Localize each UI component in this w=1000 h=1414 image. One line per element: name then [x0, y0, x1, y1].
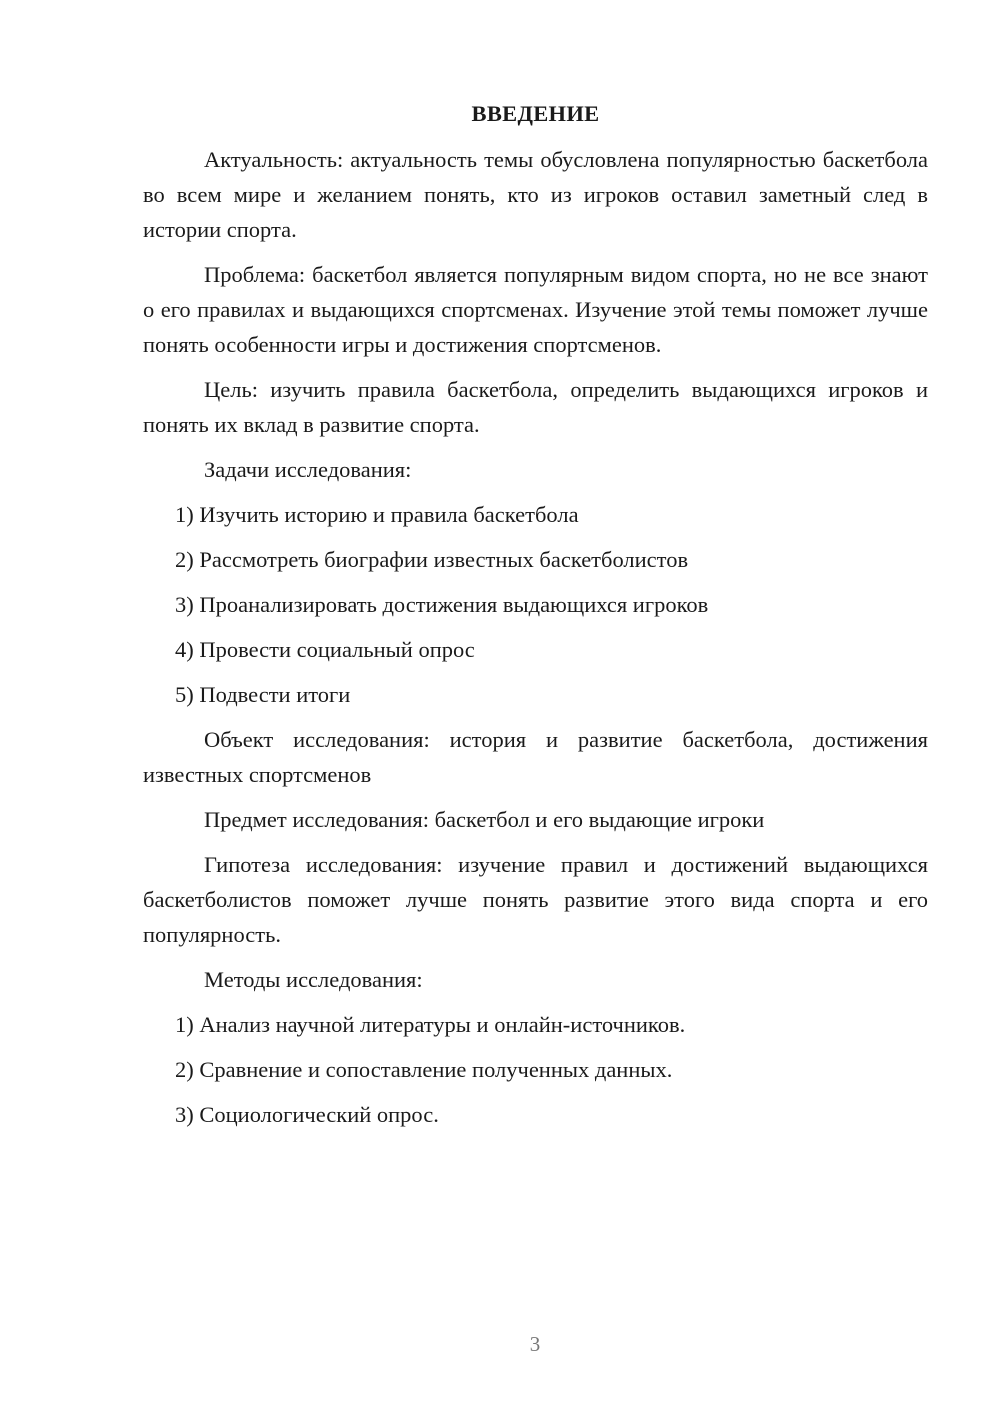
list-item: 2) Сравнение и сопоставление полученных данных. [175, 1057, 673, 1082]
list-item: 4) Провести социальный опрос [175, 637, 475, 662]
page-number: 3 [529, 1332, 541, 1356]
methods-heading: Методы исследования: [204, 967, 423, 992]
tasks-heading: Задачи исследования: [204, 457, 412, 482]
list-item: 3) Социологический опрос. [175, 1102, 439, 1127]
page-title: ВВЕДЕНИЕ [471, 101, 600, 126]
relevance-paragraph: Актуальность: актуальность темы обусловлена популярностью баскетбола во всем мире и желанием понять, кто из игроков оставил заметный след в истории спорта. [143, 147, 928, 242]
page-content [143, 96, 928, 1142]
list-item: 3) Проанализировать достижения выдающихся игроков [175, 592, 709, 617]
object-paragraph: Объект исследования: история и развитие баскетбола, достижения известных спортсменов [143, 727, 928, 787]
subject-paragraph: Предмет исследования: баскетбол и его выдающие игроки [204, 807, 765, 832]
methods-list [143, 1007, 928, 1132]
tasks-list [143, 497, 928, 712]
hypothesis-paragraph: Гипотеза исследования: изучение правил и достижений выдающихся баскетболистов поможет лучше понять развитие этого вида спорта и его популярность. [143, 852, 928, 947]
problem-paragraph: Проблема: баскетбол является популярным видом спорта, но не все знают о его правилах и выдающихся спортсменах. Изучение этой темы поможет лучше понять особенности игры и достижения спортсменов. [143, 262, 928, 357]
list-item: 1) Изучить историю и правила баскетбола [175, 502, 579, 527]
list-item: 2) Рассмотреть биографии известных баскетболистов [175, 547, 689, 572]
list-item: 1) Анализ научной литературы и онлайн-источников. [175, 1012, 686, 1037]
list-item: 5) Подвести итоги [175, 682, 351, 707]
goal-paragraph: Цель: изучить правила баскетбола, определить выдающихся игроков и понять их вклад в развитие спорта. [143, 377, 928, 437]
